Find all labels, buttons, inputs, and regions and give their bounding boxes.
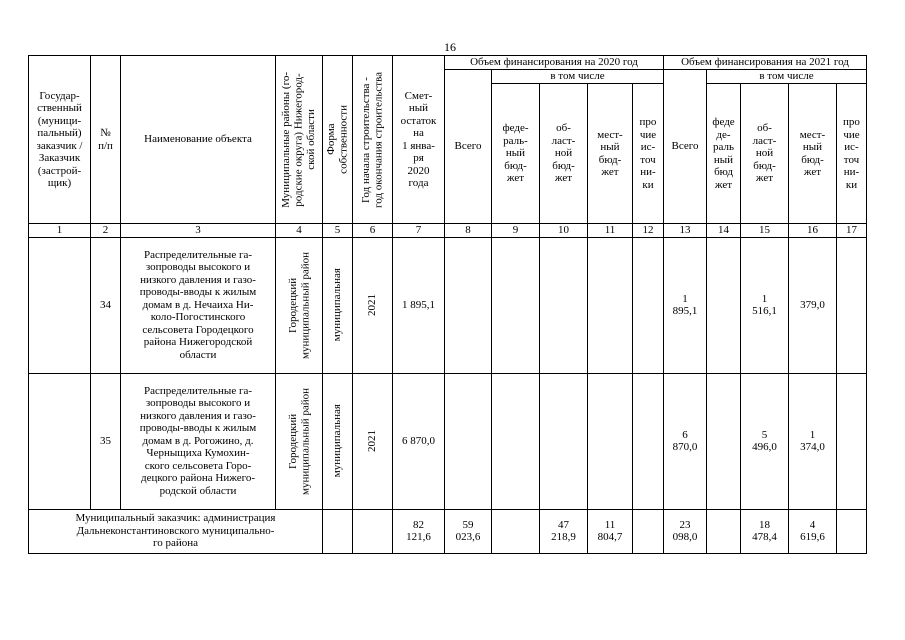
column-number: 8 bbox=[445, 224, 492, 238]
summary-regional-2020: 47 218,9 bbox=[540, 509, 588, 553]
federal-2021-cell bbox=[707, 237, 741, 373]
total-2020-cell bbox=[445, 237, 492, 373]
total-2021-cell: 6 870,0 bbox=[664, 373, 707, 509]
column-number: 16 bbox=[789, 224, 837, 238]
summary-empty-cell bbox=[353, 509, 393, 553]
local-2020-cell bbox=[588, 237, 633, 373]
header-including-2021: в том числе bbox=[707, 70, 867, 84]
column-number-row bbox=[29, 224, 867, 238]
regional-2021-cell: 5 496,0 bbox=[741, 373, 789, 509]
summary-label: Муниципальный заказчик: администрация Дальнеконстантиновского муниципально- го района bbox=[29, 509, 323, 553]
total-2021-cell: 1 895,1 bbox=[664, 237, 707, 373]
row-number: 35 bbox=[91, 373, 121, 509]
remaining-cell: 6 870,0 bbox=[393, 373, 445, 509]
column-number: 7 bbox=[393, 224, 445, 238]
regional-2020-cell bbox=[540, 373, 588, 509]
row-number: 34 bbox=[91, 237, 121, 373]
column-number: 17 bbox=[837, 224, 867, 238]
column-number: 5 bbox=[323, 224, 353, 238]
header-regional-2021: об- ласт- ной бюд- жет bbox=[741, 84, 789, 224]
header-federal-2020: феде- раль- ный бюд- жет bbox=[492, 84, 540, 224]
summary-total-2021: 23 098,0 bbox=[664, 509, 707, 553]
total-2020-cell bbox=[445, 373, 492, 509]
column-number: 6 bbox=[353, 224, 393, 238]
header-fin-2021: Объем финансирования на 2021 год bbox=[664, 56, 867, 70]
regional-2021-cell: 1 516,1 bbox=[741, 237, 789, 373]
column-number: 10 bbox=[540, 224, 588, 238]
header-row-1 bbox=[29, 56, 867, 70]
other-2020-cell bbox=[633, 373, 664, 509]
column-number: 11 bbox=[588, 224, 633, 238]
summary-remaining: 82 121,6 bbox=[393, 509, 445, 553]
other-2021-cell bbox=[837, 237, 867, 373]
header-including-2020: в том числе bbox=[492, 70, 664, 84]
customer-cell bbox=[29, 373, 91, 509]
federal-2020-cell bbox=[492, 373, 540, 509]
federal-2021-cell bbox=[707, 373, 741, 509]
remaining-cell: 1 895,1 bbox=[393, 237, 445, 373]
header-object-name: Наименование объекта bbox=[121, 56, 276, 224]
header-total-2020: Всего bbox=[445, 70, 492, 224]
summary-regional-2021: 18 478,4 bbox=[741, 509, 789, 553]
column-number: 13 bbox=[664, 224, 707, 238]
column-number: 12 bbox=[633, 224, 664, 238]
header-years: Год начала строительства - год окончания строительства bbox=[353, 56, 393, 224]
summary-federal-2021 bbox=[707, 509, 741, 553]
local-2021-cell: 379,0 bbox=[789, 237, 837, 373]
header-federal-2021: феде де- раль ный бюд жет bbox=[707, 84, 741, 224]
column-number: 2 bbox=[91, 224, 121, 238]
header-other-2020: про чие ис- точ ни- ки bbox=[633, 84, 664, 224]
summary-total-2020: 59 023,6 bbox=[445, 509, 492, 553]
object-name: Распределительные га- зопроводы высокого и низкого давления и газо- проводы-вводы к жилым домам в д. Рогожино, д. Черныщиха Кумохин- ского сельсовета Горо- децкого района Нижего- родской области bbox=[121, 373, 276, 509]
district-cell: Городецкий муниципальный район bbox=[276, 237, 323, 373]
column-number: 14 bbox=[707, 224, 741, 238]
ownership-cell: муниципальная bbox=[323, 373, 353, 509]
summary-federal-2020 bbox=[492, 509, 540, 553]
district-cell: Городецкий муниципальный район bbox=[276, 373, 323, 509]
header-regional-2020: об- ласт- ной бюд- жет bbox=[540, 84, 588, 224]
summary-local-2020: 11 804,7 bbox=[588, 509, 633, 553]
local-2020-cell bbox=[588, 373, 633, 509]
column-number: 15 bbox=[741, 224, 789, 238]
local-2021-cell: 1 374,0 bbox=[789, 373, 837, 509]
column-number: 9 bbox=[492, 224, 540, 238]
ownership-cell: муниципальная bbox=[323, 237, 353, 373]
summary-row bbox=[29, 509, 867, 553]
page-number: 16 bbox=[444, 40, 456, 54]
federal-2020-cell bbox=[492, 237, 540, 373]
column-number: 3 bbox=[121, 224, 276, 238]
header-total-2021: Всего bbox=[664, 70, 707, 224]
regional-2020-cell bbox=[540, 237, 588, 373]
summary-other-2020 bbox=[633, 509, 664, 553]
other-2021-cell bbox=[837, 373, 867, 509]
year-cell: 2021 bbox=[353, 237, 393, 373]
column-number: 1 bbox=[29, 224, 91, 238]
object-name: Распределительные га- зопроводы высокого и низкого давления и газо- проводы-вводы к жилым домам в д. Нечаиха Ни- коло-Погостинского сельсовета Городецкого района Нижегородской области bbox=[121, 237, 276, 373]
header-fin-2020: Объем финансирования на 2020 год bbox=[445, 56, 664, 70]
customer-cell bbox=[29, 237, 91, 373]
header-ownership: Форма собственности bbox=[323, 56, 353, 224]
header-num: № п/п bbox=[91, 56, 121, 224]
header-local-2021: мест- ный бюд- жет bbox=[789, 84, 837, 224]
financing-table bbox=[28, 55, 867, 554]
header-other-2021: про чие ис- точ ни- ки bbox=[837, 84, 867, 224]
column-number: 4 bbox=[276, 224, 323, 238]
year-cell: 2021 bbox=[353, 373, 393, 509]
table-row bbox=[29, 373, 867, 509]
header-districts: Муниципальные районы (го- родские округа) Нижегород- ской области bbox=[276, 56, 323, 224]
header-customer: Государ- ственный (муници- пальный) заказчик / Заказчик (застрой- щик) bbox=[29, 56, 91, 224]
summary-other-2021 bbox=[837, 509, 867, 553]
other-2020-cell bbox=[633, 237, 664, 373]
header-remaining: Смет- ный остаток на 1 янва- ря 2020 года bbox=[393, 56, 445, 224]
table-row bbox=[29, 237, 867, 373]
summary-empty-cell bbox=[323, 509, 353, 553]
header-local-2020: мест- ный бюд- жет bbox=[588, 84, 633, 224]
summary-local-2021: 4 619,6 bbox=[789, 509, 837, 553]
